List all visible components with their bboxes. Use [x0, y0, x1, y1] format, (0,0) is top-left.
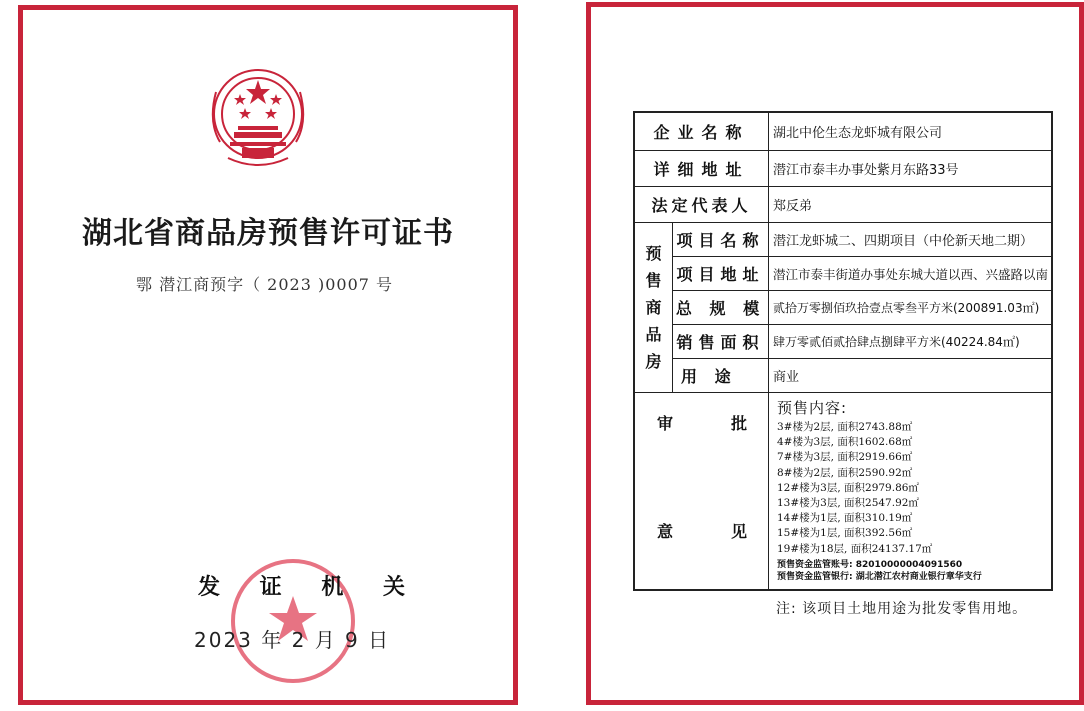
presale-line: 13#楼为3层, 面积2547.92㎡: [777, 497, 919, 510]
sales-area-label: 销售面积: [673, 325, 769, 358]
sales-area-row: [673, 325, 1051, 359]
legal-rep-row: [635, 187, 1051, 223]
approval-char: 批: [731, 414, 748, 433]
presale-char: 品: [645, 325, 662, 344]
fund-account: 预售资金监管账号: 82010000004091560: [777, 559, 963, 570]
presale-line: 12#楼为3层, 面积2979.86㎡: [777, 481, 919, 494]
approval-char: 审: [657, 414, 674, 433]
legal-rep-label: 法定代表人: [635, 187, 769, 222]
presale-char: 预: [645, 244, 662, 263]
presale-line: 7#楼为3层, 面积2919.66㎡: [777, 451, 913, 464]
company-value: 湖北中伦生态龙虾城有限公司: [773, 126, 943, 141]
presale-line: 14#楼为1层, 面积310.19㎡: [777, 512, 913, 525]
project-address-label: 项目地址: [673, 257, 769, 290]
project-name-row: [673, 223, 1051, 257]
approval-opinion-label: [635, 393, 769, 589]
certificate-number: 鄂 潜江商预字（ 2023 )0007 号: [136, 275, 394, 294]
project-address-row: [673, 257, 1051, 291]
project-address-value: 潜江市泰丰街道办事处东城大道以西、兴盛路以南: [773, 266, 1049, 282]
presale-line: 19#楼为18层, 面积24137.17㎡: [777, 542, 933, 555]
total-scale-value: 贰拾万零捌佰玖拾壹点零叁平方米(200891.03㎡): [773, 301, 1040, 315]
approval-char: 见: [731, 522, 748, 541]
presale-char: 商: [645, 298, 662, 317]
sales-area-value: 肆万零贰佰贰拾肆点捌肆平方米(40224.84㎡): [773, 335, 1020, 349]
total-scale-row: [673, 291, 1051, 325]
company-row: [635, 113, 1051, 151]
approval-char: 意: [657, 522, 674, 541]
presale-line: 4#楼为3层, 面积1602.68㎡: [777, 436, 913, 449]
issuing-authority-label: 发 证 机 关: [198, 575, 421, 600]
national-emblem-icon: [198, 62, 318, 174]
issue-date: 2023 年 2 月 9 日: [194, 628, 391, 652]
project-name-value: 潜江龙虾城二、四期项目（中伦新天地二期）: [773, 234, 1034, 249]
details-page: [586, 0, 1084, 711]
certificate-title: 湖北省商品房预售许可证书: [82, 216, 454, 251]
presale-line: 3#楼为2层, 面积2743.88㎡: [777, 421, 913, 433]
presale-content-title: 预售内容:: [777, 399, 848, 417]
total-scale-label: 总 规 模: [673, 291, 769, 324]
presale-char: 售: [645, 271, 662, 290]
cover-page: [0, 0, 530, 711]
legal-rep-value: 郑反弟: [773, 199, 813, 214]
project-name-label: 项目名称: [673, 223, 769, 256]
presale-line: 15#楼为1层, 面积392.56㎡: [777, 527, 913, 540]
usage-row: [673, 359, 1051, 393]
approval-content: [769, 393, 1051, 589]
land-use-note: 注: 该项目土地用途为批发零售用地。: [776, 601, 1028, 617]
address-value: 潜江市泰丰办事处紫月东路33号: [773, 163, 959, 178]
company-label: 企业名称: [635, 113, 769, 150]
presale-line: 8#楼为2层, 面积2590.92㎡: [777, 466, 913, 479]
presale-char: 房: [645, 352, 662, 371]
address-label: 详细地址: [635, 151, 769, 186]
usage-value: 商业: [773, 370, 800, 385]
address-row: [635, 151, 1051, 187]
usage-label: 用 途: [673, 359, 769, 392]
permit-details-table: [633, 111, 1053, 591]
presale-housing-label: [635, 223, 673, 393]
fund-bank: 预售资金监管银行: 湖北潜江农村商业银行章华支行: [777, 571, 982, 582]
